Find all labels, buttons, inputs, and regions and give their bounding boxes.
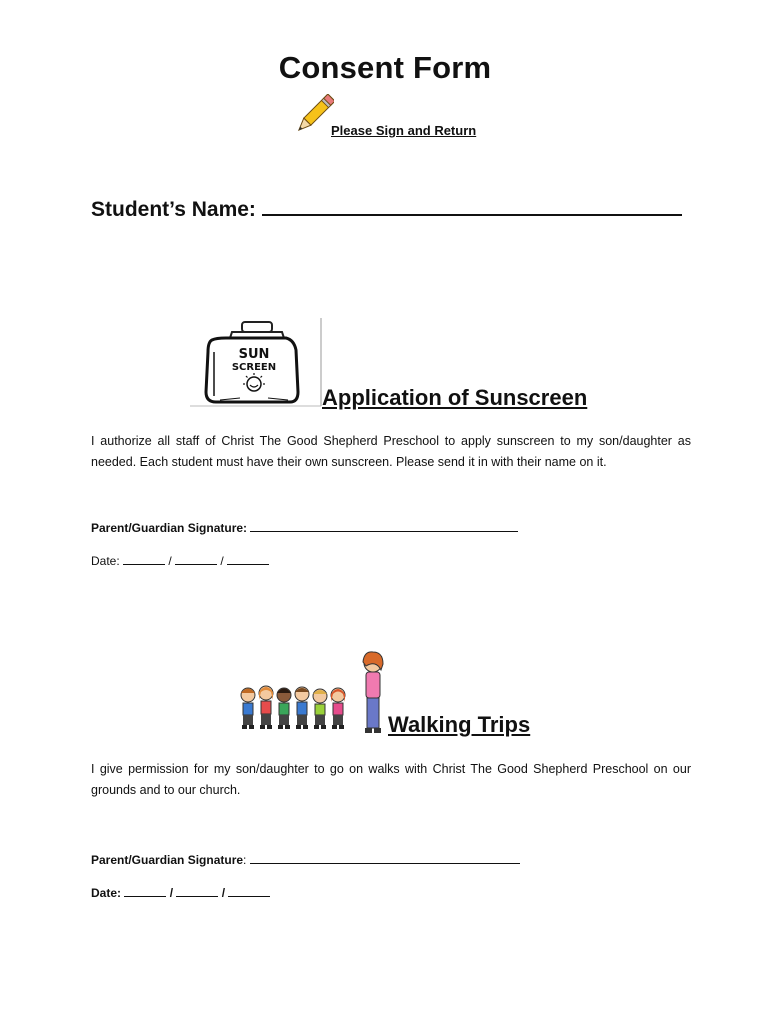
- sunscreen-date-field[interactable]: [91, 552, 269, 568]
- sunscreen-date-day[interactable]: [175, 552, 217, 565]
- page-title: Consent Form: [278, 50, 492, 85]
- sunscreen-bottle-image: [190, 318, 324, 408]
- walking-signature-line[interactable]: [250, 851, 520, 864]
- sunscreen-signature-field[interactable]: [91, 519, 518, 535]
- sunscreen-signature-line[interactable]: [250, 519, 518, 532]
- teacher-figure: [363, 652, 383, 733]
- walking-date-month[interactable]: [124, 884, 166, 897]
- student-name-line[interactable]: [262, 194, 682, 216]
- sunscreen-date-label: Date:: [91, 554, 120, 568]
- walking-date-year[interactable]: [228, 884, 270, 897]
- walking-signature-label: Parent/Guardian Signature: [91, 853, 244, 867]
- student-name-field[interactable]: [91, 194, 682, 222]
- sunscreen-date-year[interactable]: [227, 552, 269, 565]
- walking-date-sep-1: /: [169, 886, 174, 900]
- children-teacher-image: [236, 648, 391, 738]
- sunscreen-heading: Application of Sunscreen: [322, 385, 588, 410]
- sunscreen-date-sep-2: /: [220, 554, 224, 568]
- bottle-text-screen: SCREEN: [231, 362, 277, 373]
- page-subtitle: Please Sign and Return: [331, 123, 477, 138]
- walking-date-label: Date:: [91, 886, 122, 900]
- child-figures: [241, 686, 345, 729]
- walking-trips-heading: Walking Trips: [388, 712, 531, 737]
- sunscreen-signature-label: Parent/Guardian Signature:: [91, 521, 248, 535]
- walking-signature-colon: :: [243, 853, 247, 867]
- sunscreen-date-month[interactable]: [123, 552, 165, 565]
- bottle-text-sun: SUN: [238, 347, 270, 362]
- student-name-label: Student’s Name:: [91, 198, 256, 221]
- walking-date-field[interactable]: [91, 884, 270, 900]
- walking-signature-field[interactable]: [91, 851, 520, 867]
- sunscreen-paragraph: I authorize all staff of Christ The Good Shepherd Preschool to apply sunscreen to my son/daughter as needed. Each student must have their own sunscreen. Please send it in with their name on it.: [91, 434, 691, 469]
- sunscreen-date-sep-1: /: [168, 554, 172, 568]
- walking-date-sep-2: /: [221, 886, 226, 900]
- pencil-icon: [292, 94, 334, 138]
- walking-paragraph: I give permission for my son/daughter to go on walks with Christ The Good Shepherd Preschool on our grounds and to our church.: [91, 762, 691, 797]
- walking-date-day[interactable]: [176, 884, 218, 897]
